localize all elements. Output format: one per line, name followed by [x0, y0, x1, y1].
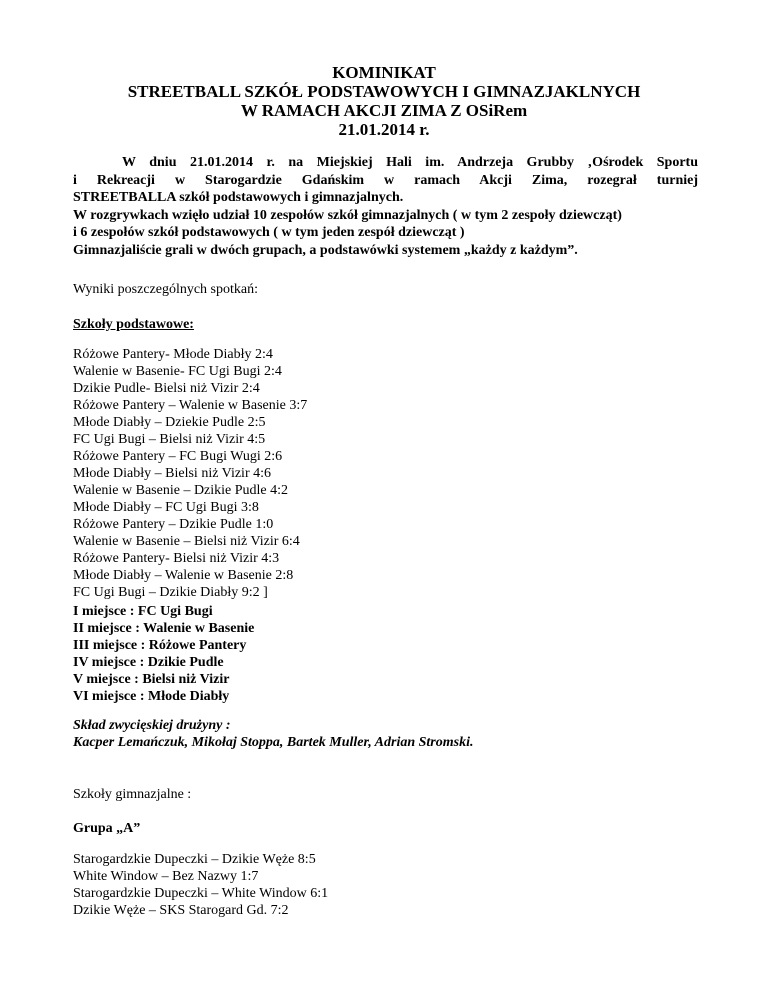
- match-row: Walenie w Basenie – Dzikie Pudle 4:2: [73, 483, 289, 498]
- match-row: Różowe Pantery – Walenie w Basenie 3:7: [73, 398, 308, 413]
- intro-line-4: W rozgrywkach wzięło udział 10 zespołów szkół gimnazjalnych ( w tym 2 zespoły dziewcząt): [73, 207, 622, 223]
- title-line-4: 21.01.2014 r.: [338, 120, 430, 139]
- winning-team: [73, 717, 473, 751]
- group-a-heading-text: Grupa „A”: [73, 821, 141, 836]
- match-row: Dzikie Pudle- Bielsi niż Vizir 2:4: [73, 381, 260, 396]
- standing-row: VI miejsce : Młode Diabły: [73, 689, 230, 704]
- winning-team-heading: Skład zwycięskiej drużyny :: [73, 718, 231, 733]
- results-intro: [73, 281, 258, 298]
- match-row: Walenie w Basenie- FC Ugi Bugi 2:4: [73, 364, 282, 379]
- match-row: FC Ugi Bugi – Dzikie Diabły 9:2 ]: [73, 585, 268, 600]
- intro-line-1: W dniu 21.01.2014 r. na Miejskiej Hali im. Andrzeja Grubby ‚Ośrodek Sportu: [122, 155, 698, 170]
- gymnasium-heading-text: Szkoły gimnazjalne :: [73, 787, 192, 802]
- match-row: Młode Diabły – Walenie w Basenie 2:8: [73, 568, 294, 583]
- intro-line-3: STREETBALLA szkół podstawowych i gimnazjalnych.: [73, 190, 404, 205]
- match-row: Młode Diabły – Dziekie Pudle 2:5: [73, 415, 266, 430]
- group-a-heading: [73, 820, 140, 837]
- match-row: Młode Diabły – FC Ugi Bugi 3:8: [73, 500, 259, 515]
- standing-row: II miejsce : Walenie w Basenie: [73, 621, 255, 636]
- primary-match-list: [73, 346, 307, 601]
- intro-paragraph: [73, 154, 698, 259]
- title-line-3: W RAMACH AKCJI ZIMA Z OSiRem: [240, 101, 528, 120]
- match-row: Starogardzkie Dupeczki – Dzikie Węże 8:5: [73, 852, 316, 867]
- match-row: FC Ugi Bugi – Bielsi niż Vizir 4:5: [73, 432, 266, 447]
- intro-line-6: Gimnazjaliście grali w dwóch grupach, a podstawówki systemem „każdy z każdym”.: [73, 242, 578, 258]
- match-row: Różowe Pantery – Dzikie Pudle 1:0: [73, 517, 274, 532]
- match-row: Różowe Pantery- Bielsi niż Vizir 4:3: [73, 551, 280, 566]
- match-row: Starogardzkie Dupeczki – White Window 6:1: [73, 886, 329, 901]
- document-title: [0, 63, 768, 139]
- primary-heading-text: Szkoły podstawowe:: [73, 317, 194, 332]
- intro-line-5: i 6 zespołów szkół podstawowych ( w tym jeden zespół dziewcząt ): [73, 225, 465, 240]
- winning-team-members: Kacper Lemańczuk, Mikołaj Stoppa, Bartek Muller, Adrian Stromski.: [73, 735, 474, 750]
- match-row: Dzikie Węże – SKS Starogard Gd. 7:2: [73, 903, 289, 918]
- title-line-2: STREETBALL SZKÓŁ PODSTAWOWYCH I GIMNAZJAKLNYCH: [127, 82, 641, 101]
- standing-row: IV miejsce : Dzikie Pudle: [73, 655, 224, 670]
- group-a-match-list: [73, 851, 328, 919]
- gymnasium-heading: [73, 786, 191, 803]
- standing-row: III miejsce : Różowe Pantery: [73, 638, 247, 653]
- match-row: Młode Diabły – Bielsi niż Vizir 4:6: [73, 466, 271, 481]
- primary-heading: [73, 316, 194, 333]
- match-row: Różowe Pantery – FC Bugi Wugi 2:6: [73, 449, 283, 464]
- match-row: Walenie w Basenie – Bielsi niż Vizir 6:4: [73, 534, 300, 549]
- standing-row: I miejsce : FC Ugi Bugi: [73, 604, 213, 619]
- primary-standings: [73, 603, 254, 705]
- results-intro-text: Wyniki poszczególnych spotkań:: [73, 282, 259, 297]
- standing-row: V miejsce : Bielsi niż Vizir: [73, 672, 230, 687]
- title-line-1: KOMINIKAT: [332, 63, 436, 82]
- match-row: White Window – Bez Nazwy 1:7: [73, 869, 259, 884]
- intro-line-2: i Rekreacji w Starogardzie Gdańskim w ramach Akcji Zima, rozegrał turniej: [73, 172, 698, 188]
- match-row: Różowe Pantery- Młode Diabły 2:4: [73, 347, 273, 362]
